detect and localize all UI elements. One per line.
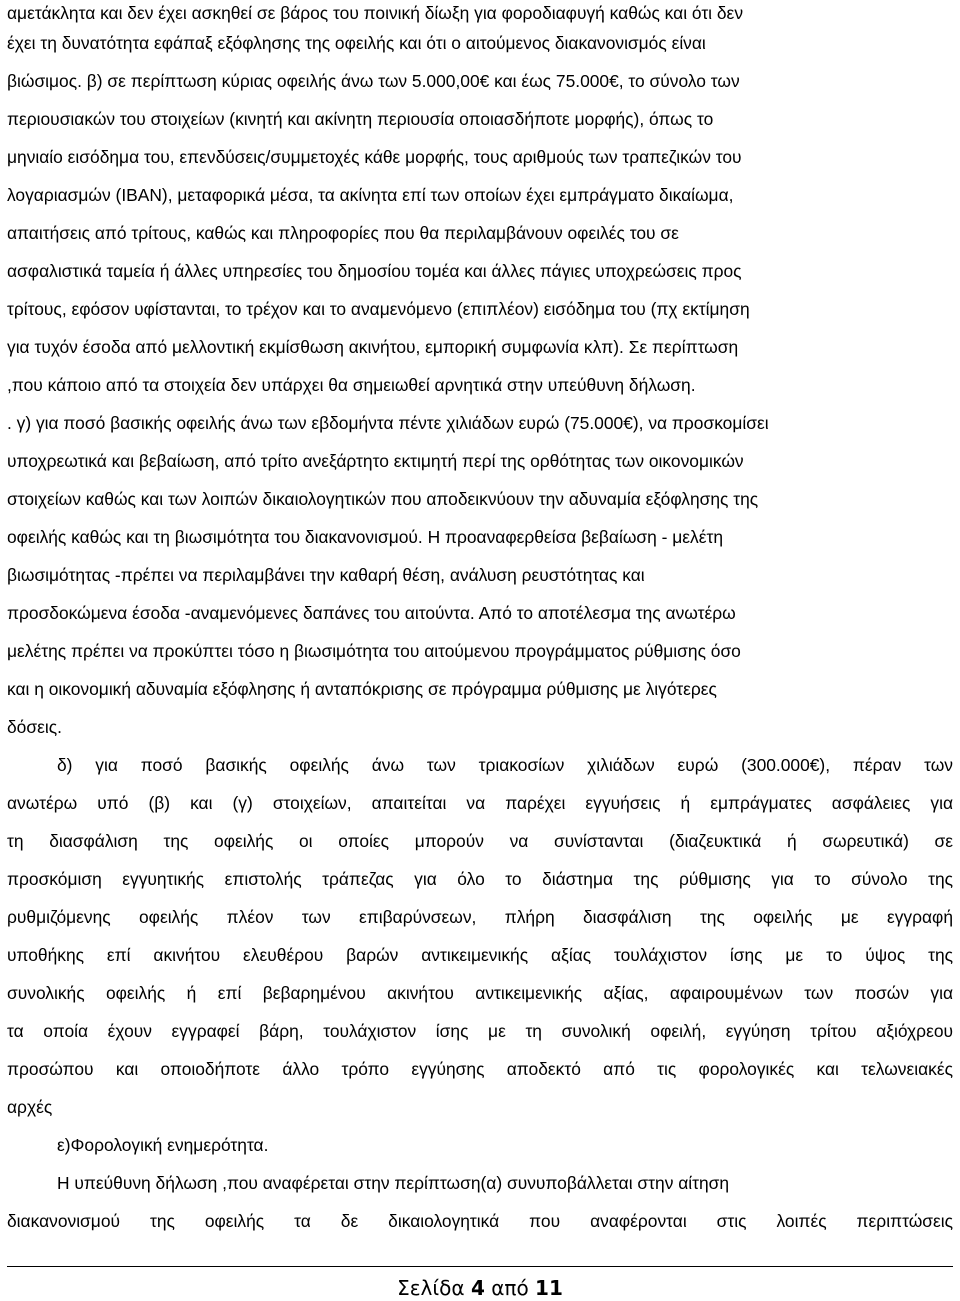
text-line-7: απαιτήσεις από τρίτους, καθώς και πληροφορίες που θα περιλαμβάνουν οφειλές του σε (7, 223, 679, 243)
text-line-17: προσδοκώμενα έσοδα -αναμενόμενες δαπάνες του αιτούντα. Από το αποτέλεσμα της ανωτέρω (7, 603, 736, 623)
text-line-2: έχει τη δυνατότητα εφάπαξ εξόφλησης της οφειλής και ότι ο αιτούμενος διακανονισμός είναι (7, 33, 706, 53)
text-line-22: ανωτέρω υπό (β) και (γ) στοιχείων, απαιτείται να παρέχει εγγυήσεις ή εμπράγματες ασφάλειες για (7, 793, 953, 813)
text-line-3: βιώσιμος. β) σε περίπτωση κύριας οφειλής άνω των 5.000,00€ και έως 75.000€, το σύνολο των (7, 71, 740, 91)
text-line-5: μηνιαίο εισόδημα του, επενδύσεις/συμμετοχές κάθε μορφής, τους αριθμούς των τραπεζικών του (7, 147, 742, 167)
text-line-19: και η οικονομική αδυναμία εξόφλησης ή ανταπόκρισης σε πρόγραμμα ρύθμισης με λιγότερες (7, 679, 717, 699)
text-line-18: μελέτης πρέπει να προκύπτει τόσο η βιωσιμότητα του αιτούμενου προγράμματος ρύθμισης όσο (7, 641, 741, 661)
text-line-14: στοιχείων καθώς και των λοιπών δικαιολογητικών που αποδεικνύουν την αδυναμία εξόφλησης της (7, 489, 759, 509)
footer-page-word: Σελίδα (397, 1276, 465, 1300)
text-line-4: περιουσιακών του στοιχείων (κινητή και ακίνητη περιουσία οποιασδήποτε μορφής), όπως το (7, 109, 714, 129)
text-line-24: προσκόμιση εγγυητικής επιστολής τράπεζας για όλο το διάστημα της ρύθμισης για το σύνολο της (7, 869, 953, 889)
text-line-13: υποχρεωτικά και βεβαίωση, από τρίτο ανεξάρτητο εκτιμητή περί της ορθότητας των οικονομικών (7, 451, 744, 471)
text-line-29: προσώπου και οποιοδήποτε άλλο τρόπο εγγύησης αποδεκτό από τις φορολογικές και τελωνειακές (7, 1059, 953, 1079)
text-line-25: ρυθμιζόμενης οφειλής πλέον των επιβαρύνσεων, πλήρη διασφάλιση της οφειλής με εγγραφή (7, 907, 953, 927)
text-line-12: . γ) για ποσό βασικής οφειλής άνω των εβδομήντα πέντε χιλιάδων ευρώ (75.000€), να προσκομίσει (7, 413, 769, 433)
text-line-16: βιωσιμότητας -πρέπει να περιλαμβάνει την καθαρή θέση, ανάλυση ρευστότητας και (7, 565, 645, 585)
text-line-11: ,που κάποιο από τα στοιχεία δεν υπάρχει θα σημειωθεί αρνητικά στην υπεύθυνη δήλωση. (7, 375, 696, 395)
footer-total-pages: 11 (535, 1276, 563, 1300)
text-line-21: δ) για ποσό βασικής οφειλής άνω των τριακοσίων χιλιάδων ευρώ (300.000€), πέραν των (57, 755, 953, 775)
text-line-15: οφειλής καθώς και τη βιωσιμότητα του διακανονισμού. Η προαναφερθείσα βεβαίωση - μελέτη (7, 527, 724, 547)
text-line-23: τη διασφάλιση της οφειλής οι οποίες μπορούν να συνίστανται (διαζευκτικά ή σωρευτικά) σε (7, 831, 953, 851)
footer-page-number: 4 (470, 1276, 485, 1300)
footer-of-word: από (491, 1276, 529, 1300)
text-line-26: υποθήκης επί ακινήτου ελευθέρου βαρών αντικειμενικής αξίας τουλάχιστον ίσης με το ύψος της (7, 945, 953, 965)
text-line-9: τρίτους, εφόσον υφίστανται, το τρέχον και το αναμενόμενο (επιπλέον) εισόδημα του (πχ εκτίμηση (7, 299, 750, 319)
text-line-10: για τυχόν έσοδα από μελλοντική εκμίσθωση ακινήτου, εμπορική συμφωνία κλπ). Σε περίπτωση (7, 337, 739, 357)
text-line-1: αμετάκλητα και δεν έχει ασκηθεί σε βάρος του ποινική δίωξη για φοροδιαφυγή καθώς και ότι δεν (7, 3, 744, 23)
text-line-6: λογαριασμών (IBAN), μεταφορικά μέσα, τα ακίνητα επί των οποίων έχει εμπράγματο δικαίωμα, (7, 185, 734, 205)
text-line-27: συνολικής οφειλής ή επί βεβαρημένου ακινήτου αντικειμενικής αξίας, αφαιρουμένων των ποσών για (7, 983, 953, 1003)
text-line-31: ε)Φορολογική ενημερότητα. (57, 1135, 269, 1155)
page-footer (0, 1276, 960, 1300)
text-line-33: διακανονισμού της οφειλής τα δε δικαιολογητικά που αναφέρονται στις λοιπές περιπτώσεις (7, 1211, 953, 1231)
text-line-28: τα οποία έχουν εγγραφεί βάρη, τουλάχιστον ίσης με τη συνολική οφειλή, εγγύηση τρίτου αξιόχρεου (7, 1021, 953, 1041)
footer-divider (7, 1266, 953, 1267)
document-page (7, 0, 953, 1246)
text-line-8: ασφαλιστικά ταμεία ή άλλες υπηρεσίες του δημοσίου τομέα και άλλες πάγιες υποχρεώσεις προς (7, 261, 742, 281)
text-line-30: αρχές (7, 1097, 53, 1117)
text-line-20: δόσεις. (7, 717, 62, 737)
text-line-32: Η υπεύθυνη δήλωση ,που αναφέρεται στην περίπτωση(α) συνυποβάλλεται στην αίτηση (57, 1173, 730, 1193)
